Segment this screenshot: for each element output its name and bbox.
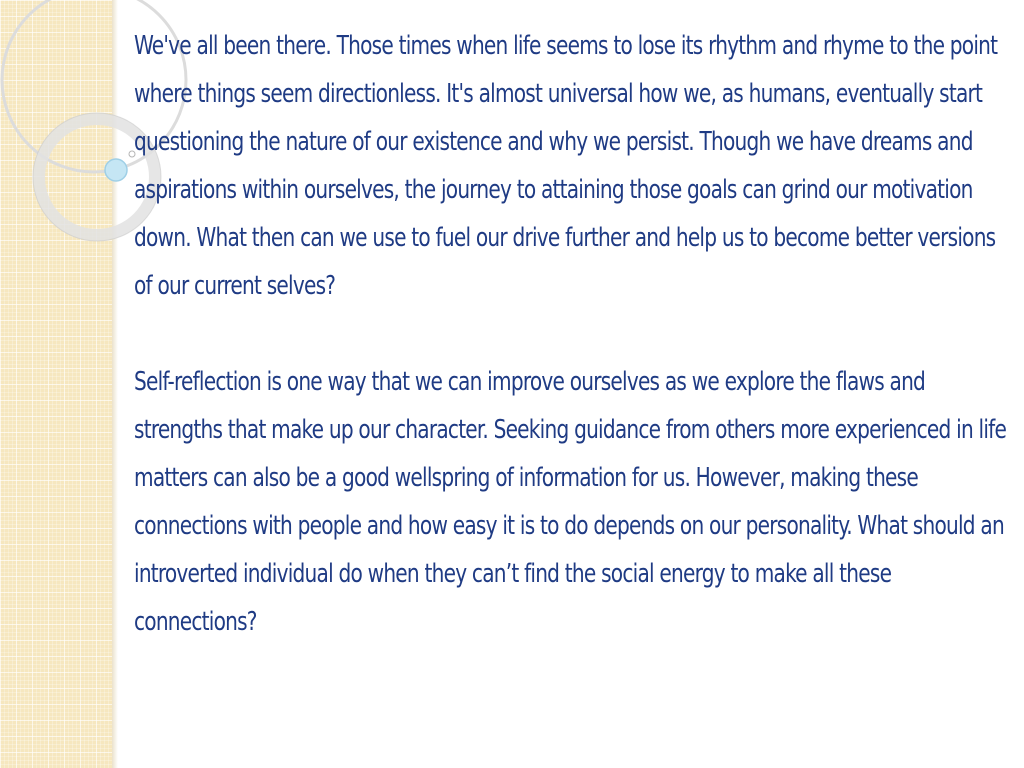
body-text [134, 22, 1007, 646]
paragraph-2: Self-reflection is one way that we can improve ourselves as we explore the flaws and strengths that make up our character. Seeking guidance from others more experienced in life matters can also be a good wellspring of information for us. However, making these connections with people and how easy it is to do depends on our personality. What should an introverted individual do when they can’t find the social energy to make all these connections? [134, 367, 1007, 637]
blue-dot [105, 159, 127, 181]
paragraph-1: We've all been there. Those times when life seems to lose its rhythm and rhyme to the point where things seem directionless. It's almost universal how we, as humans, eventually start questioning the nature of our existence and why we persist. Though we have dreams and aspirations within ourselves, the journey to attaining those goals can grind our motivation down. What then can we use to fuel our drive further and help us to become better versions of our current selves? [134, 31, 998, 301]
